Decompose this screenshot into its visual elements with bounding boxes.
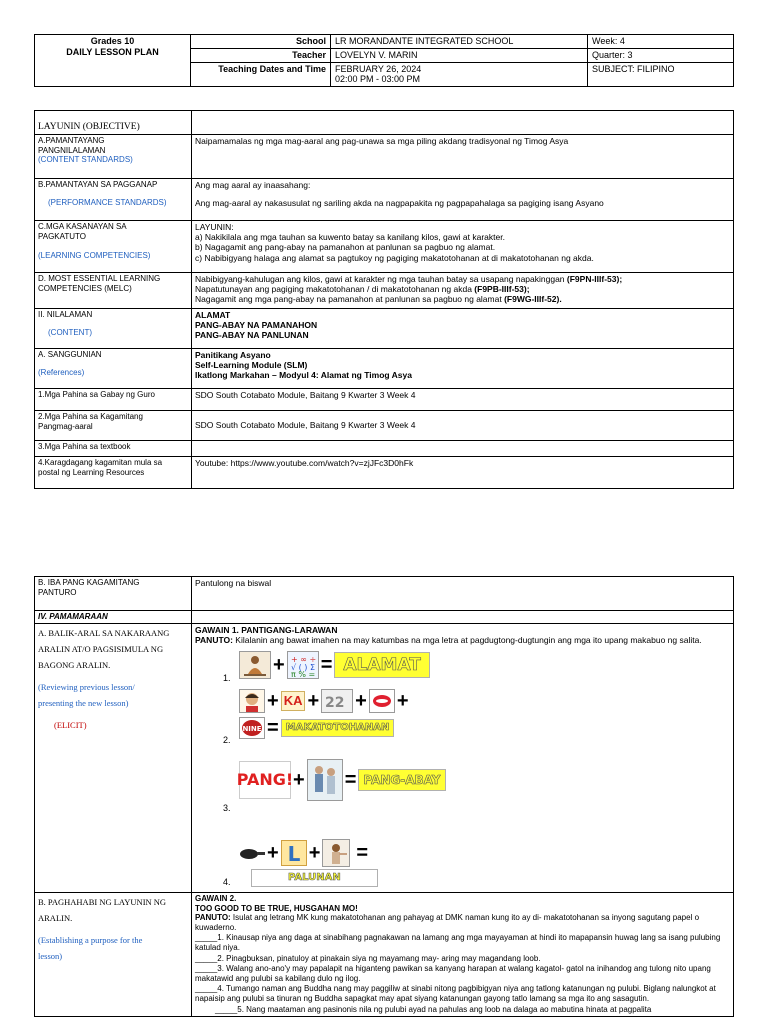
paghahabi-label-2: ARALIN. <box>38 913 73 924</box>
performance-standards-label <box>35 179 192 221</box>
melc-item-1: Nabibigyang-kahulugan ang kilos, gawi at karakter ng mga tauhan batay sa usapang napakinggan (F9PN-IIIf-53); <box>195 274 623 284</box>
kagamitan-value: SDO South Cotabato Module, Baitang 9 Kwarter 3 Week 4 <box>192 411 734 441</box>
puzzle-number-1: 1. <box>223 672 231 683</box>
puzzle-row-1 <box>239 651 430 679</box>
perf-std-value-2: Ang mag-aaral ay nakasusulat ng sariling akda na nagpapakita ng pagpapahalaga sa pagiging isang Asyano <box>195 198 604 209</box>
content-std-label-1: A.PAMANTAYANG <box>38 136 105 145</box>
perf-std-value-1: Ang mag aaral ay inaasahang: <box>195 180 311 190</box>
pamamaraan-blank <box>192 611 734 624</box>
puzzle-number-2: 2. <box>223 734 231 745</box>
lc-item-b: b) Nagagamit ang pang-abay na pamanahon at panlunan sa pagbuo ng alamat. <box>195 242 496 253</box>
gawain1-title: GAWAIN 1. PANTIGANG-LARAWAN <box>195 624 338 635</box>
woman-image <box>239 689 265 713</box>
paghahabi-label-4: lesson) <box>38 951 63 962</box>
learning-competencies-value <box>192 221 734 273</box>
puzzle-row-3 <box>236 759 446 801</box>
gawain2-item-2: _____2. Pinagbuksan, pinatuloy at pinakain siya ng mayamang may- aring may magandang loob. <box>195 953 541 963</box>
melc-label <box>35 273 192 309</box>
sanggunian-label-1: A. SANGGUNIAN <box>38 350 102 359</box>
iba-value: Pantulong na biswal <box>192 577 734 611</box>
answer-palunan: PALUNAN <box>251 869 378 887</box>
learning-competencies-label <box>35 221 192 273</box>
paghahabi-label-3: (Establishing a purpose for the <box>38 935 143 946</box>
equals-sign: = <box>267 716 279 739</box>
nilalaman-label <box>35 309 192 349</box>
sanggunian-label-2: (References) <box>38 367 85 377</box>
objectives-table <box>34 110 734 489</box>
lc-item-a: a) Nakikilala ang mga tauhan sa kuwento batay sa kanilang kilos, gawi at karakter. <box>195 232 505 243</box>
equals-sign: = <box>344 768 357 791</box>
subject-value: SUBJECT: FILIPINO <box>588 62 734 87</box>
kagamitan-label <box>35 411 192 441</box>
melc-label-1: D. MOST ESSENTIAL LEARNING <box>38 274 161 283</box>
balik-label-1: A. BALIK-ARAL SA NAKARAANG <box>38 627 170 638</box>
date-value: FEBRUARY 26, 2024 <box>335 63 422 74</box>
sanggunian-2: Self-Learning Module (SLM) <box>195 360 308 371</box>
nilalaman-value <box>192 309 734 349</box>
puzzle-number-4: 4. <box>223 876 231 887</box>
answer-pang-abay: PANG-ABAY <box>358 769 445 791</box>
objective-title-blank <box>192 111 734 135</box>
answer-makatotohanan: MAKATOTOHANAN <box>281 719 395 737</box>
paghahabi-label-1: B. PAGHAHABI NG LAYUNIN NG <box>38 896 167 907</box>
iba-label <box>35 577 192 611</box>
date-time-cell <box>331 62 588 87</box>
nilalaman-label-2: (CONTENT) <box>48 327 92 337</box>
gawain2-panuto: PANUTO: Isulat ang letrang MK kung makatotohanan ang pahayag at DMK naman kung ito ay di- makatotohanan sa inyong sagutang papel o kuwaderno. <box>195 913 700 932</box>
balik-aral-label <box>35 623 192 892</box>
gawain2-cell <box>192 892 734 1016</box>
sanggunian-1: Panitikang Asyano <box>195 350 271 360</box>
header-table <box>34 34 734 87</box>
lr-label-1: 4.Karagdagang kagamitan mula sa <box>38 458 163 467</box>
gawain2-item-1: _____1. Kinausap niya ang daga at sinabihang pagnakawan na lamang ang mga mayayaman at hindi ito mapapansin huwag lang sa isang pulubing katulad niya. <box>195 933 721 952</box>
iba-label-1: B. IBA PANG KAGAMITANG <box>38 578 140 587</box>
pang-burst-image <box>236 761 294 799</box>
nilalaman-label-1: II. NILALAMAN <box>38 310 93 319</box>
sanggunian-value <box>192 349 734 389</box>
melc-value <box>192 273 734 309</box>
guro-label: 1.Mga Pahina sa Gabay ng Guro <box>35 389 192 411</box>
lc-label-2: PAGKATUTO <box>38 231 87 241</box>
equals-sign: = <box>320 653 333 676</box>
number-tile-image <box>321 689 353 713</box>
school-label: School <box>191 35 331 49</box>
dates-label: Teaching Dates and Time <box>191 62 331 87</box>
ka-tile: KA <box>281 691 306 711</box>
quarter-value: Quarter: 3 <box>588 48 734 62</box>
nine-text: NINE <box>242 724 262 733</box>
gawain2-item-3: _____3. Walang ano-ano'y may papalapit na higanteng pawikan sa kanyang harapan at walang kagatol- gatol na inihandog ang tulong nito upang makatawid ang pulubi sa kabilang dulo ng ilog. <box>195 964 711 983</box>
teacher-label: Teacher <box>191 48 331 62</box>
objective-title: LAYUNIN (OBJECTIVE) <box>35 111 192 135</box>
content-standards-value: Naipamamalas ng mga mag-aaral ang pag-unawa sa mga piling akdang tradisyonal ng Timog Asya <box>192 135 734 179</box>
plan-title: DAILY LESSON PLAN <box>66 46 159 57</box>
melc-label-2: COMPETENCIES (MELC) <box>38 283 132 293</box>
balik-label-3: BAGONG ARALIN. <box>38 659 111 670</box>
perf-std-label-1: B.PAMANTAYAN SA PAGGANAP <box>38 180 158 189</box>
plus-sign: + <box>293 768 305 791</box>
guro-value: SDO South Cotabato Module, Baitang 9 Kwarter 3 Week 4 <box>192 389 734 411</box>
content-std-label-2: PANGNILALAMAN <box>38 145 106 155</box>
nilalaman-3: PANG-ABAY NA PANLUNAN <box>195 330 309 341</box>
plus-sign: + <box>273 653 285 676</box>
letter-l-image <box>281 840 307 866</box>
elicit-label: (ELICIT) <box>54 720 87 731</box>
learning-resources-label <box>35 457 192 489</box>
sanggunian-3: Ikatlong Markahan – Modyul 4: Alamat ng Timog Asya <box>195 370 412 381</box>
time-value: 02:00 PM - 03:00 PM <box>335 74 421 85</box>
lc-label-1: C.MGA KASANAYAN SA <box>38 222 127 231</box>
puzzle-number-3: 3. <box>223 802 231 813</box>
balik-label-2: ARALIN AT/O PAGSISIMULA NG <box>38 643 164 654</box>
gawain1-cell <box>192 623 734 892</box>
frying-pan-image <box>239 846 265 860</box>
people-image <box>307 759 343 801</box>
sanggunian-label <box>35 349 192 389</box>
kagamitan-label-1: 2.Mga Pahina sa Kagamitang <box>38 412 143 421</box>
equals-sign: = <box>356 841 369 864</box>
svg-text:L: L <box>287 841 301 865</box>
procedure-table <box>34 576 734 1017</box>
svg-text:√ ( ) Σ: √ ( ) Σ <box>290 662 315 672</box>
woman-pointing-image <box>322 839 350 867</box>
grades-label: Grades 10 <box>90 36 135 46</box>
picture-puzzle <box>195 645 730 891</box>
puzzle-row-2b <box>239 717 394 739</box>
plus-sign: + <box>307 689 320 712</box>
lc-head: LAYUNIN: <box>195 222 234 232</box>
plus-sign: + <box>267 841 279 864</box>
lr-label-2: postal ng Learning Resources <box>38 467 145 477</box>
plus-sign: + <box>308 841 321 864</box>
puzzle-row-4 <box>239 839 370 867</box>
mouth-image <box>369 689 395 713</box>
svg-text:π % =: π % = <box>290 669 315 678</box>
math-symbols-image <box>287 651 319 679</box>
content-std-label-3: (CONTENT STANDARDS) <box>38 155 133 165</box>
nine-sign-image <box>239 717 265 739</box>
puzzle-row-4-answer <box>251 869 378 887</box>
learning-resources-value: Youtube: https://www.youtube.com/watch?v=zjJFc3D0hFk <box>192 457 734 489</box>
grade-cell <box>35 35 191 87</box>
gawain2-title: GAWAIN 2. <box>195 893 237 903</box>
meditating-figure-image <box>239 651 271 679</box>
gawain2-subtitle: TOO GOOD TO BE TRUE, HUSGAHAN MO! <box>195 903 358 913</box>
kagamitan-label-2: Pangmag-aaral <box>38 421 93 431</box>
lc-item-c: c) Nabibigyang halaga ang alamat sa pagtukoy ng pagiging makatotohanan at di makatotohanan ng akda. <box>195 252 594 263</box>
nilalaman-2: PANG-ABAY NA PAMANAHON <box>195 320 318 331</box>
textbook-value <box>192 441 734 457</box>
balik-label-4: (Reviewing previous lesson/ <box>38 682 135 693</box>
textbook-label: 3.Mga Pahina sa textbook <box>35 441 192 457</box>
svg-text:22: 22 <box>325 694 345 711</box>
puzzle-row-2a <box>239 689 411 713</box>
gawain2-item-4: _____4. Tumango naman ang Buddha nang may paggiliw at sinabi nitong pagbibigyan niya ang tatlong katanungan ng pulubi. Biglang nalungkot at napaisip ang pulubi sa tinuran ng Buddha sapagkat may apat siyang katanungan gayong tatlo lamang sa mga ito ang sasagutin. <box>195 984 716 1003</box>
melc-item-2: Napatutunayan ang pagiging makatotohanan / di makatotohanan ng akda (F9PB-IIIf-53); <box>195 284 530 295</box>
nilalaman-1: ALAMAT <box>195 310 231 320</box>
pang-text: PANG! <box>236 770 294 790</box>
gawain2-item-5: _____5. Nang maataman ang pasinonis nila ng pulubi ayad na pahulas ang loob na dalaga ao mabutina hinata at pagpalita <box>215 1004 652 1014</box>
perf-std-label-2: (PERFORMANCE STANDARDS) <box>48 197 167 207</box>
svg-text:+ ∞ ÷: + ∞ ÷ <box>290 654 316 664</box>
answer-alamat: ALAMAT <box>334 652 430 678</box>
gawain1-panuto: PANUTO: Kilalanin ang bawat imahen na may katumbas na mga letra at pagdugtong-dugtungin ang mga ito upang makabuo ng salita. <box>195 634 702 645</box>
iba-label-2: PANTURO <box>38 587 77 597</box>
content-standards-label <box>35 135 192 179</box>
performance-standards-value <box>192 179 734 221</box>
melc-item-3: Nagagamit ang mga pang-abay na pamanahon at panlunan sa pagbuo ng alamat (F9WG-IIIf-52). <box>195 294 562 305</box>
week-value: Week: 4 <box>588 35 734 49</box>
teacher-value: LOVELYN V. MARIN <box>331 48 588 62</box>
plus-sign: + <box>267 689 279 712</box>
plus-sign: + <box>355 689 367 712</box>
balik-label-5: presenting the new lesson) <box>38 698 129 709</box>
pamamaraan-label: IV. PAMAMARAAN <box>35 611 192 624</box>
plus-sign: + <box>396 689 409 712</box>
school-value: LR MORANDANTE INTEGRATED SCHOOL <box>331 35 588 49</box>
lc-label-3: (LEARNING COMPETENCIES) <box>38 251 151 261</box>
paghahabi-label <box>35 892 192 1016</box>
